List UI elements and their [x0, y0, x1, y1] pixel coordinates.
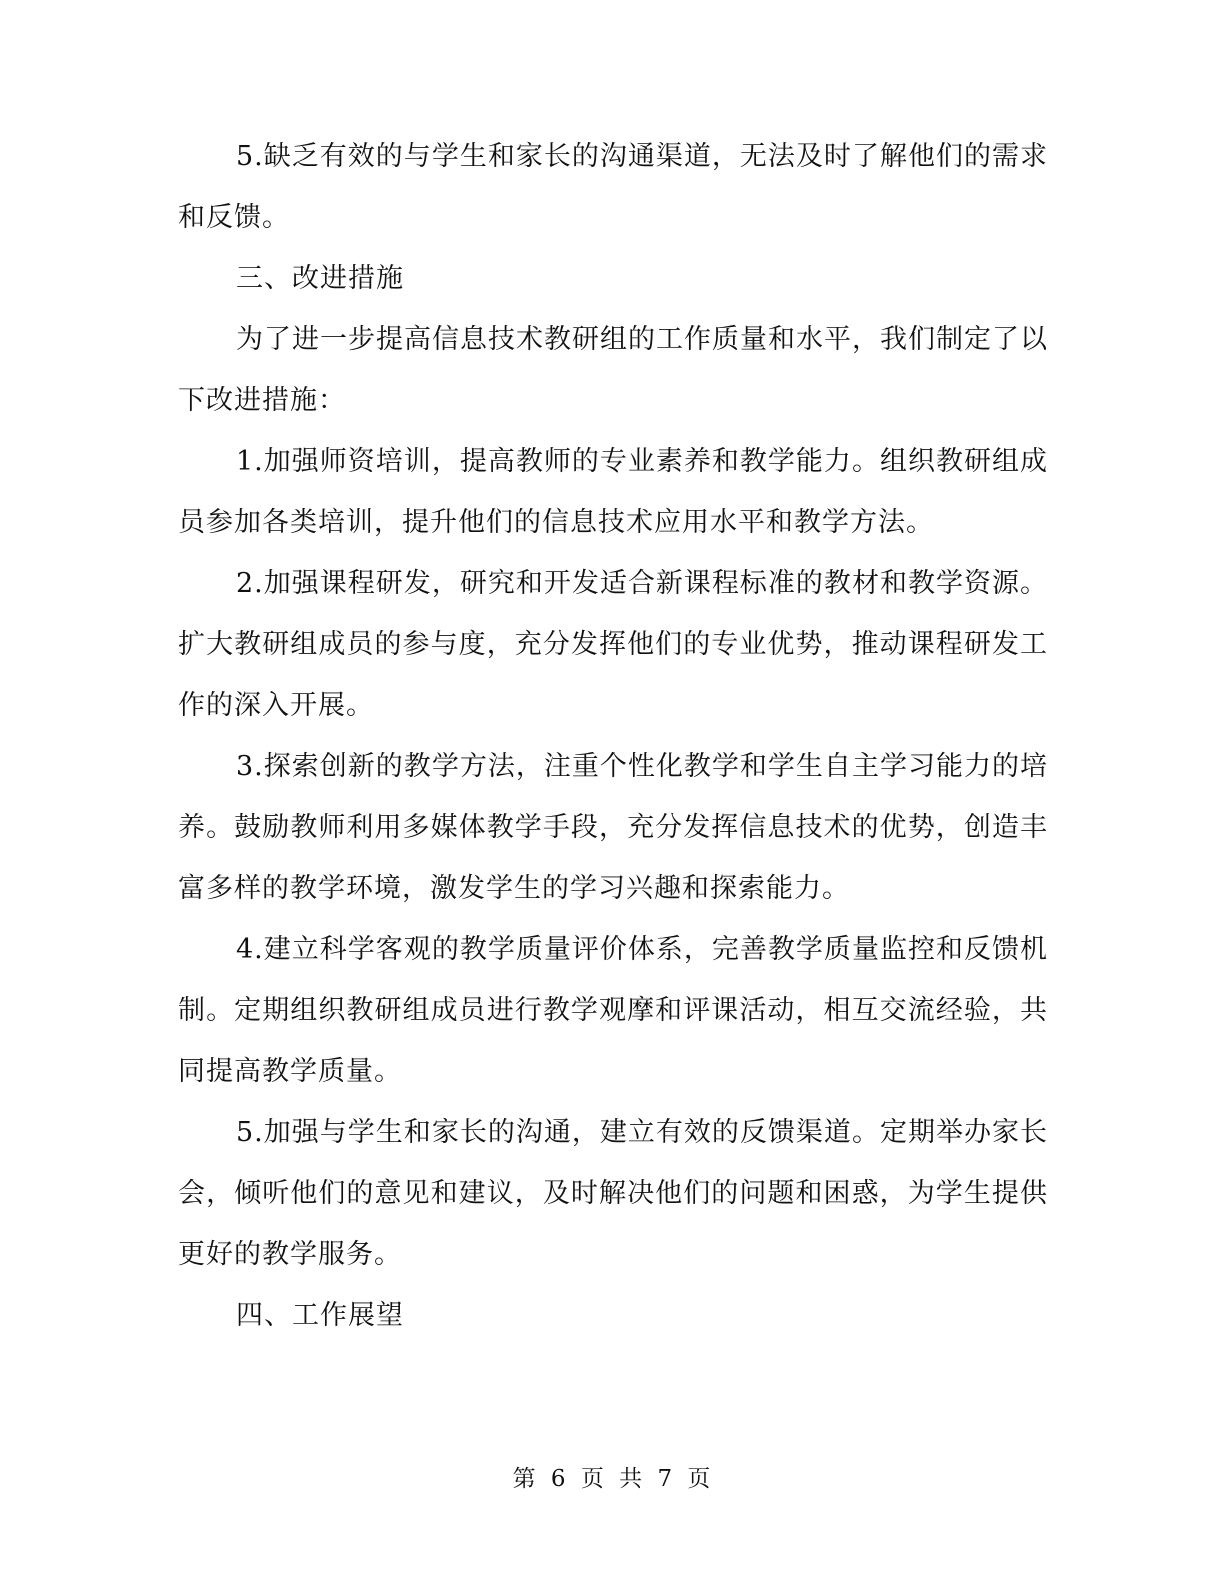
- paragraph-improvement-intro: 为了进一步提高信息技术教研组的工作质量和水平，我们制定了以下改进措施：: [178, 324, 1048, 416]
- section-heading-improvement-measures: 三、改进措施: [236, 263, 404, 294]
- paragraph-measure-5: 5.加强与学生和家长的沟通，建立有效的反馈渠道。定期举办家长会，倾听他们的意见和建议，及时解决他们的问题和困惑，为学生提供更好的教学服务。: [178, 1117, 1048, 1270]
- paragraph-measure-2: 2.加强课程研发，研究和开发适合新课程标准的教材和教学资源。扩大教研组成员的参与度，充分发挥他们的专业优势，推动课程研发工作的深入开展。: [178, 568, 1048, 721]
- section-heading-work-outlook: 四、工作展望: [236, 1300, 404, 1331]
- paragraph-measure-3: 3.探索创新的教学方法，注重个性化教学和学生自主学习能力的培养。鼓励教师利用多媒体教学手段，充分发挥信息技术的优势，创造丰富多样的教学环境，激发学生的学习兴趣和探索能力。: [178, 751, 1048, 904]
- paragraph-measure-1: 1.加强师资培训，提高教师的专业素养和教学能力。组织教研组成员参加各类培训，提升他们的信息技术应用水平和教学方法。: [178, 446, 1048, 538]
- document-body: [178, 126, 1048, 1346]
- page-number-footer: 第 6 页 共 7 页: [512, 1466, 712, 1492]
- paragraph-measure-4: 4.建立科学客观的教学质量评价体系，完善教学质量监控和反馈机制。定期组织教研组成员进行教学观摩和评课活动，相互交流经验，共同提高教学质量。: [178, 934, 1048, 1087]
- paragraph-item-5-deficiency: 5.缺乏有效的与学生和家长的沟通渠道，无法及时了解他们的需求和反馈。: [178, 141, 1048, 233]
